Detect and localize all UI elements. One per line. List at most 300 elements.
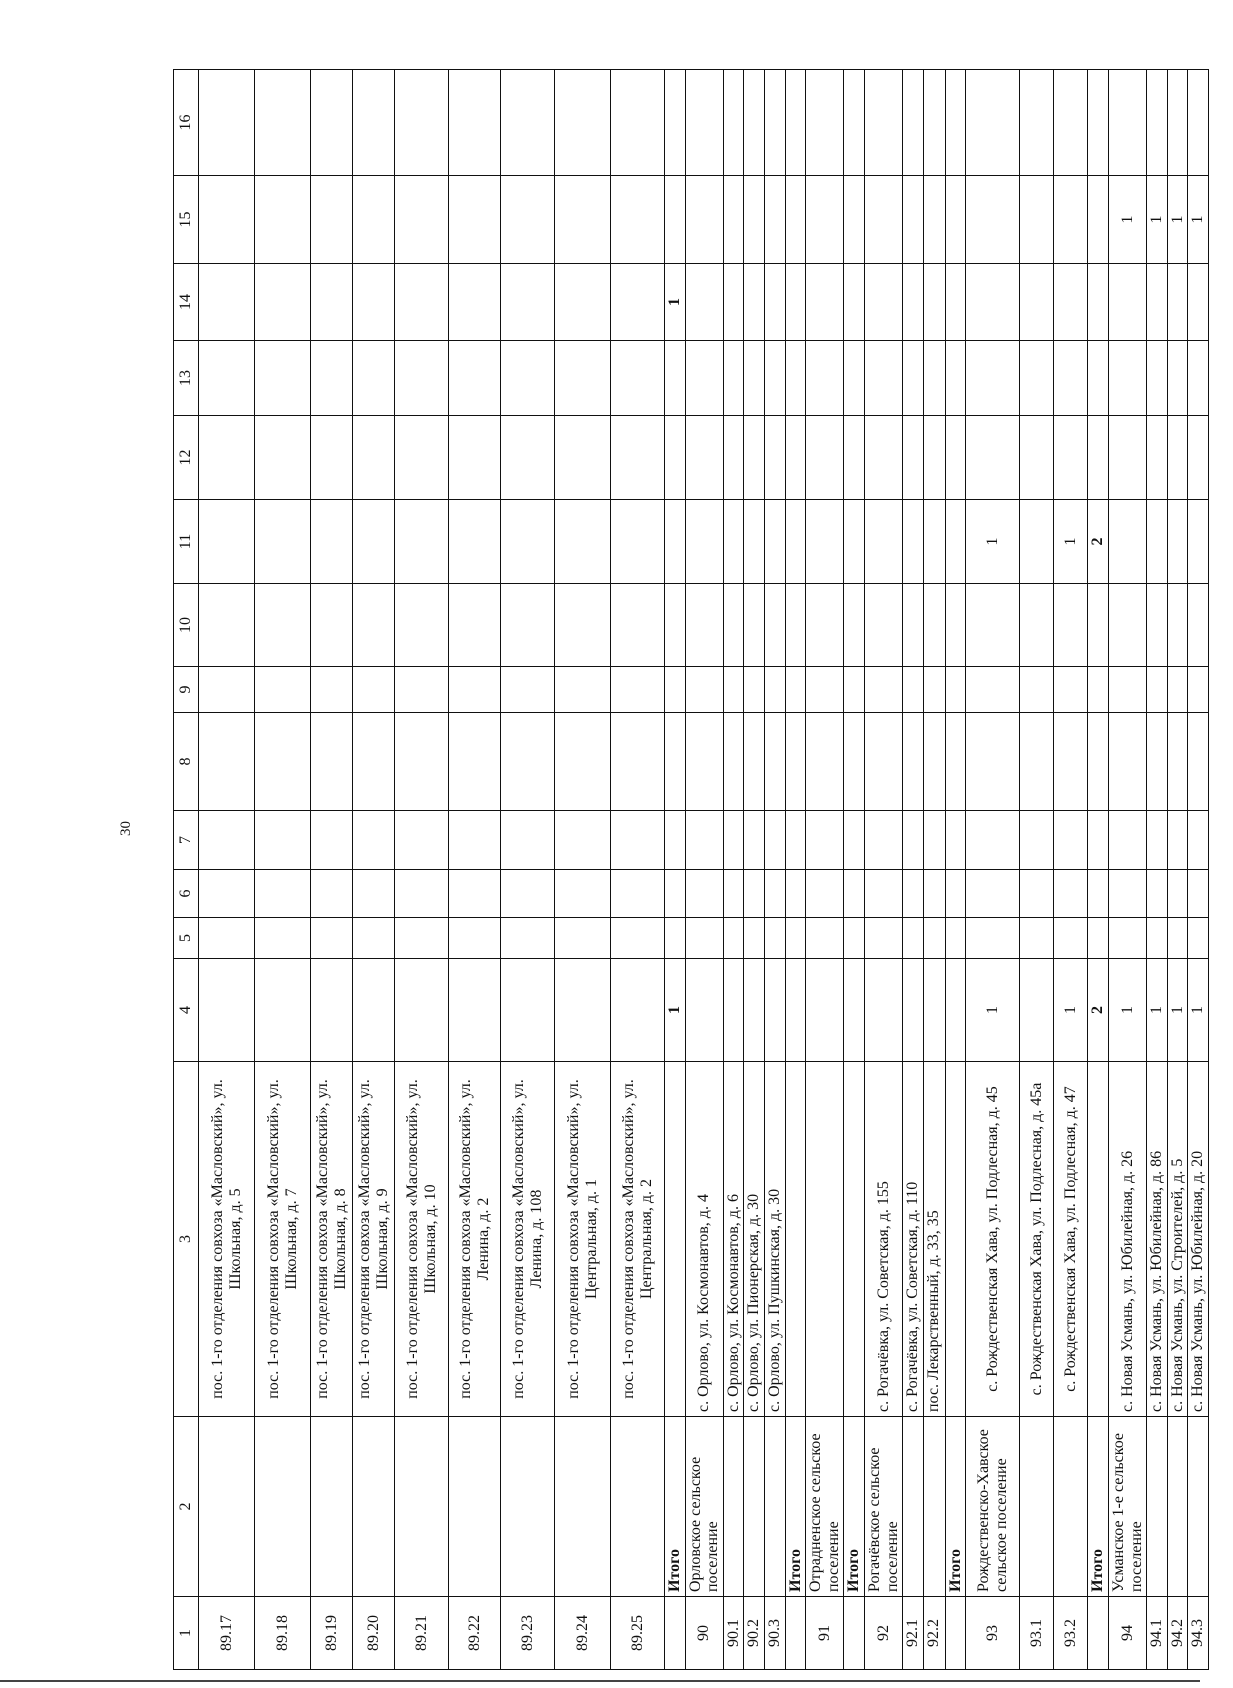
row-number: 89.21 xyxy=(395,1597,449,1670)
value-cell-col-11 xyxy=(844,500,865,584)
table-row xyxy=(1188,70,1209,1670)
value-cell-col-12 xyxy=(255,416,311,500)
value-cell-col-7 xyxy=(1054,811,1088,870)
value-cell-col-16 xyxy=(806,70,844,176)
value-cell-col-7 xyxy=(255,811,311,870)
value-cell-col-11 xyxy=(1188,500,1209,584)
value-cell-col-5 xyxy=(395,918,449,959)
value-cell-col-13 xyxy=(1188,341,1209,416)
table-row xyxy=(501,70,555,1670)
value-cell-col-7 xyxy=(923,811,945,870)
value-cell-col-13 xyxy=(555,341,611,416)
value-cell-col-7 xyxy=(806,811,844,870)
value-cell-col-4: 1 xyxy=(1108,959,1146,1062)
value-cell-col-14 xyxy=(903,264,924,341)
value-cell-col-13 xyxy=(353,341,395,416)
table-row xyxy=(764,70,785,1670)
value-cell-col-9 xyxy=(1188,667,1209,713)
value-cell-col-9 xyxy=(555,667,611,713)
value-cell-col-6 xyxy=(844,870,865,918)
value-cell-col-4 xyxy=(199,959,255,1062)
value-cell-col-11: 1 xyxy=(966,500,1020,584)
value-cell-col-8 xyxy=(353,713,395,811)
table-row xyxy=(685,70,723,1670)
row-number: 89.17 xyxy=(199,1597,255,1670)
address: с. Новая Усмань, ул. Строителей, д. 5 xyxy=(1167,1062,1188,1417)
table-row xyxy=(1147,70,1168,1670)
value-cell-col-7 xyxy=(395,811,449,870)
row-number: 89.22 xyxy=(449,1597,501,1670)
value-cell-col-16 xyxy=(501,70,555,176)
value-cell-col-8 xyxy=(785,713,806,811)
value-cell-col-11 xyxy=(764,500,785,584)
value-cell-col-8 xyxy=(685,713,723,811)
value-cell-col-16 xyxy=(1188,70,1209,176)
address: пос. Лекарственный, д. 33, 35 xyxy=(923,1062,945,1417)
value-cell-col-5 xyxy=(945,918,966,959)
value-cell-col-16 xyxy=(311,70,353,176)
value-cell-col-15 xyxy=(945,176,966,264)
value-cell-col-10 xyxy=(255,584,311,667)
value-cell-col-7 xyxy=(449,811,501,870)
settlement-name: Орловское сельское поселение xyxy=(685,1417,723,1597)
value-cell-col-10 xyxy=(923,584,945,667)
value-cell-col-14 xyxy=(1088,264,1109,341)
value-cell-col-9 xyxy=(1147,667,1168,713)
row-number xyxy=(945,1597,966,1670)
address: пос. 1-го отделения совхоза «Масловский», ул. Школьная, д. 5 xyxy=(199,1062,255,1417)
value-cell-col-7 xyxy=(764,811,785,870)
value-cell-col-6 xyxy=(1108,870,1146,918)
value-cell-col-9 xyxy=(1054,667,1088,713)
row-number: 89.19 xyxy=(311,1597,353,1670)
value-cell-col-10 xyxy=(1188,584,1209,667)
value-cell-col-14 xyxy=(311,264,353,341)
value-cell-col-4 xyxy=(806,959,844,1062)
settlement-name: Рогачёвское сельское поселение xyxy=(864,1417,902,1597)
address xyxy=(844,1062,865,1417)
value-cell-col-13 xyxy=(395,341,449,416)
row-number: 89.20 xyxy=(353,1597,395,1670)
row-number xyxy=(1088,1597,1109,1670)
value-cell-col-11 xyxy=(395,500,449,584)
value-cell-col-8 xyxy=(903,713,924,811)
value-cell-col-16 xyxy=(966,70,1020,176)
value-cell-col-15 xyxy=(723,176,744,264)
col-header-9: 9 xyxy=(174,667,199,713)
value-cell-col-10 xyxy=(199,584,255,667)
value-cell-col-12 xyxy=(785,416,806,500)
value-cell-col-7 xyxy=(311,811,353,870)
value-cell-col-11 xyxy=(744,500,765,584)
value-cell-col-9 xyxy=(723,667,744,713)
value-cell-col-11 xyxy=(311,500,353,584)
value-cell-col-13 xyxy=(665,341,686,416)
value-cell-col-5 xyxy=(844,918,865,959)
value-cell-col-6 xyxy=(764,870,785,918)
value-cell-col-16 xyxy=(945,70,966,176)
value-cell-col-8 xyxy=(806,713,844,811)
value-cell-col-4: 1 xyxy=(1188,959,1209,1062)
value-cell-col-10 xyxy=(945,584,966,667)
address: пос. 1-го отделения совхоза «Масловский», ул. Ленина, д. 108 xyxy=(501,1062,555,1417)
table-row xyxy=(744,70,765,1670)
settlement-name xyxy=(723,1417,744,1597)
value-cell-col-12 xyxy=(501,416,555,500)
value-cell-col-6 xyxy=(611,870,665,918)
value-cell-col-8 xyxy=(844,713,865,811)
table-row xyxy=(806,70,844,1670)
value-cell-col-8 xyxy=(611,713,665,811)
table-row xyxy=(1054,70,1088,1670)
value-cell-col-7 xyxy=(353,811,395,870)
value-cell-col-8 xyxy=(923,713,945,811)
row-number: 92.1 xyxy=(903,1597,924,1670)
value-cell-col-6 xyxy=(923,870,945,918)
col-header-14: 14 xyxy=(174,264,199,341)
value-cell-col-4 xyxy=(255,959,311,1062)
row-number xyxy=(665,1597,686,1670)
table-row xyxy=(1020,70,1054,1670)
settlement-name xyxy=(1147,1417,1168,1597)
value-cell-col-5 xyxy=(923,918,945,959)
value-cell-col-13 xyxy=(501,341,555,416)
value-cell-col-4: 1 xyxy=(1167,959,1188,1062)
value-cell-col-6 xyxy=(945,870,966,918)
address: с. Орлово, ул. Космонавтов, д. 6 xyxy=(723,1062,744,1417)
value-cell-col-5 xyxy=(764,918,785,959)
value-cell-col-11 xyxy=(353,500,395,584)
row-number: 92 xyxy=(864,1597,902,1670)
value-cell-col-9 xyxy=(353,667,395,713)
col-header-7: 7 xyxy=(174,811,199,870)
value-cell-col-16 xyxy=(723,70,744,176)
col-header-16: 16 xyxy=(174,70,199,176)
table-row xyxy=(199,70,255,1670)
value-cell-col-6 xyxy=(966,870,1020,918)
value-cell-col-8 xyxy=(501,713,555,811)
table-row xyxy=(1167,70,1188,1670)
value-cell-col-12 xyxy=(395,416,449,500)
value-cell-col-15 xyxy=(395,176,449,264)
col-header-6: 6 xyxy=(174,870,199,918)
settlement-name xyxy=(1188,1417,1209,1597)
value-cell-col-7 xyxy=(1020,811,1054,870)
value-cell-col-12 xyxy=(723,416,744,500)
value-cell-col-4 xyxy=(864,959,902,1062)
value-cell-col-5 xyxy=(255,918,311,959)
value-cell-col-16 xyxy=(1108,70,1146,176)
row-number: 89.23 xyxy=(501,1597,555,1670)
value-cell-col-14 xyxy=(1167,264,1188,341)
value-cell-col-8 xyxy=(311,713,353,811)
value-cell-col-16 xyxy=(764,70,785,176)
value-cell-col-11 xyxy=(1167,500,1188,584)
value-cell-col-8 xyxy=(255,713,311,811)
value-cell-col-8 xyxy=(1054,713,1088,811)
value-cell-col-9 xyxy=(311,667,353,713)
table-row xyxy=(611,70,665,1670)
value-cell-col-5 xyxy=(665,918,686,959)
value-cell-col-9 xyxy=(966,667,1020,713)
value-cell-col-4 xyxy=(685,959,723,1062)
value-cell-col-7 xyxy=(1167,811,1188,870)
value-cell-col-9 xyxy=(923,667,945,713)
value-cell-col-14 xyxy=(806,264,844,341)
value-cell-col-10 xyxy=(844,584,865,667)
value-cell-col-9 xyxy=(1088,667,1109,713)
value-cell-col-10 xyxy=(449,584,501,667)
value-cell-col-13 xyxy=(966,341,1020,416)
value-cell-col-11 xyxy=(945,500,966,584)
value-cell-col-4 xyxy=(611,959,665,1062)
value-cell-col-13 xyxy=(864,341,902,416)
value-cell-col-7 xyxy=(665,811,686,870)
value-cell-col-14 xyxy=(255,264,311,341)
value-cell-col-16 xyxy=(449,70,501,176)
value-cell-col-10 xyxy=(1147,584,1168,667)
value-cell-col-9 xyxy=(945,667,966,713)
value-cell-col-9 xyxy=(864,667,902,713)
address: с. Новая Усмань, ул. Юбилейная, д. 86 xyxy=(1147,1062,1168,1417)
value-cell-col-13 xyxy=(723,341,744,416)
value-cell-col-16 xyxy=(199,70,255,176)
value-cell-col-15 xyxy=(1088,176,1109,264)
value-cell-col-5 xyxy=(723,918,744,959)
value-cell-col-11 xyxy=(785,500,806,584)
settlement-name: Усманское 1-е сельское поселение xyxy=(1108,1417,1146,1597)
value-cell-col-7 xyxy=(1188,811,1209,870)
value-cell-col-9 xyxy=(764,667,785,713)
value-cell-col-7 xyxy=(501,811,555,870)
value-cell-col-9 xyxy=(785,667,806,713)
value-cell-col-6 xyxy=(1088,870,1109,918)
value-cell-col-10 xyxy=(806,584,844,667)
settlement-name xyxy=(903,1417,924,1597)
value-cell-col-7 xyxy=(864,811,902,870)
value-cell-col-9 xyxy=(744,667,765,713)
value-cell-col-7 xyxy=(945,811,966,870)
value-cell-col-6 xyxy=(1147,870,1168,918)
value-cell-col-14 xyxy=(966,264,1020,341)
value-cell-col-9 xyxy=(806,667,844,713)
value-cell-col-7 xyxy=(1088,811,1109,870)
value-cell-col-9 xyxy=(395,667,449,713)
value-cell-col-8 xyxy=(1108,713,1146,811)
value-cell-col-5 xyxy=(966,918,1020,959)
value-cell-col-4 xyxy=(311,959,353,1062)
value-cell-col-11 xyxy=(665,500,686,584)
address xyxy=(665,1062,686,1417)
value-cell-col-13 xyxy=(945,341,966,416)
value-cell-col-5 xyxy=(449,918,501,959)
value-cell-col-12 xyxy=(611,416,665,500)
value-cell-col-16 xyxy=(611,70,665,176)
address: пос. 1-го отделения совхоза «Масловский», ул. Центральная, д. 1 xyxy=(555,1062,611,1417)
value-cell-col-5 xyxy=(1147,918,1168,959)
value-cell-col-13 xyxy=(1020,341,1054,416)
value-cell-col-9 xyxy=(1167,667,1188,713)
value-cell-col-15 xyxy=(744,176,765,264)
value-cell-col-10 xyxy=(1088,584,1109,667)
value-cell-col-14 xyxy=(764,264,785,341)
value-cell-col-8 xyxy=(1147,713,1168,811)
value-cell-col-7 xyxy=(1108,811,1146,870)
settlement-name xyxy=(744,1417,765,1597)
value-cell-col-10 xyxy=(555,584,611,667)
value-cell-col-13 xyxy=(1088,341,1109,416)
value-cell-col-11 xyxy=(723,500,744,584)
value-cell-col-13 xyxy=(1108,341,1146,416)
col-header-12: 12 xyxy=(174,416,199,500)
settlement-name xyxy=(311,1417,353,1597)
value-cell-col-7 xyxy=(555,811,611,870)
scan-bottom-line xyxy=(0,1680,1200,1682)
value-cell-col-9 xyxy=(611,667,665,713)
value-cell-col-16 xyxy=(1054,70,1088,176)
value-cell-col-16 xyxy=(923,70,945,176)
value-cell-col-13 xyxy=(311,341,353,416)
address: с. Рогачёвка, ул. Советская, д. 155 xyxy=(864,1062,902,1417)
value-cell-col-7 xyxy=(199,811,255,870)
value-cell-col-16 xyxy=(555,70,611,176)
value-cell-col-15 xyxy=(923,176,945,264)
value-cell-col-6 xyxy=(785,870,806,918)
value-cell-col-14 xyxy=(199,264,255,341)
value-cell-col-16 xyxy=(1147,70,1168,176)
row-number: 89.25 xyxy=(611,1597,665,1670)
value-cell-col-6 xyxy=(353,870,395,918)
value-cell-col-14 xyxy=(1108,264,1146,341)
row-number: 92.2 xyxy=(923,1597,945,1670)
row-number: 90 xyxy=(685,1597,723,1670)
value-cell-col-6 xyxy=(685,870,723,918)
value-cell-col-12 xyxy=(311,416,353,500)
value-cell-col-11 xyxy=(1147,500,1168,584)
value-cell-col-15 xyxy=(844,176,865,264)
value-cell-col-10 xyxy=(501,584,555,667)
value-cell-col-12 xyxy=(864,416,902,500)
value-cell-col-7 xyxy=(844,811,865,870)
value-cell-col-4 xyxy=(353,959,395,1062)
settlement-name xyxy=(199,1417,255,1597)
value-cell-col-10 xyxy=(864,584,902,667)
address: пос. 1-го отделения совхоза «Масловский», ул. Ленина, д. 2 xyxy=(449,1062,501,1417)
value-cell-col-6 xyxy=(255,870,311,918)
settlement-name xyxy=(555,1417,611,1597)
value-cell-col-12 xyxy=(1020,416,1054,500)
value-cell-col-4 xyxy=(1020,959,1054,1062)
address: пос. 1-го отделения совхоза «Масловский», ул. Центральная, д. 2 xyxy=(611,1062,665,1417)
value-cell-col-6 xyxy=(864,870,902,918)
settlement-name xyxy=(501,1417,555,1597)
value-cell-col-15 xyxy=(449,176,501,264)
value-cell-col-4 xyxy=(764,959,785,1062)
value-cell-col-12 xyxy=(1108,416,1146,500)
value-cell-col-10 xyxy=(1054,584,1088,667)
value-cell-col-11 xyxy=(449,500,501,584)
value-cell-col-15 xyxy=(255,176,311,264)
row-number: 94.3 xyxy=(1188,1597,1209,1670)
row-number: 90.2 xyxy=(744,1597,765,1670)
value-cell-col-14 xyxy=(353,264,395,341)
settlement-name xyxy=(1020,1417,1054,1597)
value-cell-col-14 xyxy=(744,264,765,341)
value-cell-col-8 xyxy=(395,713,449,811)
value-cell-col-11 xyxy=(864,500,902,584)
value-cell-col-4 xyxy=(555,959,611,1062)
address: с. Рождественская Хава, ул. Подлесная, д. 45 xyxy=(966,1062,1020,1417)
value-cell-col-11 xyxy=(1020,500,1054,584)
value-cell-col-7 xyxy=(744,811,765,870)
value-cell-col-12 xyxy=(353,416,395,500)
value-cell-col-5 xyxy=(611,918,665,959)
row-number: 89.18 xyxy=(255,1597,311,1670)
row-number: 94.2 xyxy=(1167,1597,1188,1670)
value-cell-col-14 xyxy=(864,264,902,341)
value-cell-col-10 xyxy=(1167,584,1188,667)
value-cell-col-13 xyxy=(685,341,723,416)
value-cell-col-7 xyxy=(1147,811,1168,870)
value-cell-col-14 xyxy=(685,264,723,341)
table-row xyxy=(723,70,744,1670)
value-cell-col-8 xyxy=(723,713,744,811)
value-cell-col-5 xyxy=(1020,918,1054,959)
value-cell-col-15: 1 xyxy=(1108,176,1146,264)
value-cell-col-14 xyxy=(555,264,611,341)
address xyxy=(945,1062,966,1417)
value-cell-col-15: 1 xyxy=(1167,176,1188,264)
value-cell-col-16 xyxy=(1088,70,1109,176)
value-cell-col-6 xyxy=(1167,870,1188,918)
value-cell-col-6 xyxy=(806,870,844,918)
value-cell-col-16 xyxy=(1167,70,1188,176)
value-cell-col-12 xyxy=(1088,416,1109,500)
table-row xyxy=(255,70,311,1670)
row-number xyxy=(844,1597,865,1670)
value-cell-col-5 xyxy=(1188,918,1209,959)
value-cell-col-16 xyxy=(353,70,395,176)
value-cell-col-14 xyxy=(1147,264,1168,341)
value-cell-col-7 xyxy=(903,811,924,870)
value-cell-col-4 xyxy=(945,959,966,1062)
value-cell-col-5 xyxy=(353,918,395,959)
value-cell-col-8 xyxy=(199,713,255,811)
value-cell-col-16 xyxy=(744,70,765,176)
value-cell-col-9 xyxy=(199,667,255,713)
value-cell-col-12 xyxy=(665,416,686,500)
col-header-10: 10 xyxy=(174,584,199,667)
value-cell-col-8 xyxy=(1167,713,1188,811)
value-cell-col-8 xyxy=(1188,713,1209,811)
value-cell-col-4 xyxy=(785,959,806,1062)
value-cell-col-9 xyxy=(685,667,723,713)
value-cell-col-12 xyxy=(844,416,865,500)
col-header-11: 11 xyxy=(174,500,199,584)
value-cell-col-12 xyxy=(966,416,1020,500)
value-cell-col-6 xyxy=(199,870,255,918)
value-cell-col-8 xyxy=(1020,713,1054,811)
value-cell-col-4 xyxy=(744,959,765,1062)
value-cell-col-4: 1 xyxy=(665,959,686,1062)
value-cell-col-11 xyxy=(555,500,611,584)
value-cell-col-6 xyxy=(449,870,501,918)
value-cell-col-4 xyxy=(723,959,744,1062)
value-cell-col-10 xyxy=(611,584,665,667)
row-number: 94.1 xyxy=(1147,1597,1168,1670)
value-cell-col-8 xyxy=(1088,713,1109,811)
value-cell-col-4: 1 xyxy=(1054,959,1088,1062)
